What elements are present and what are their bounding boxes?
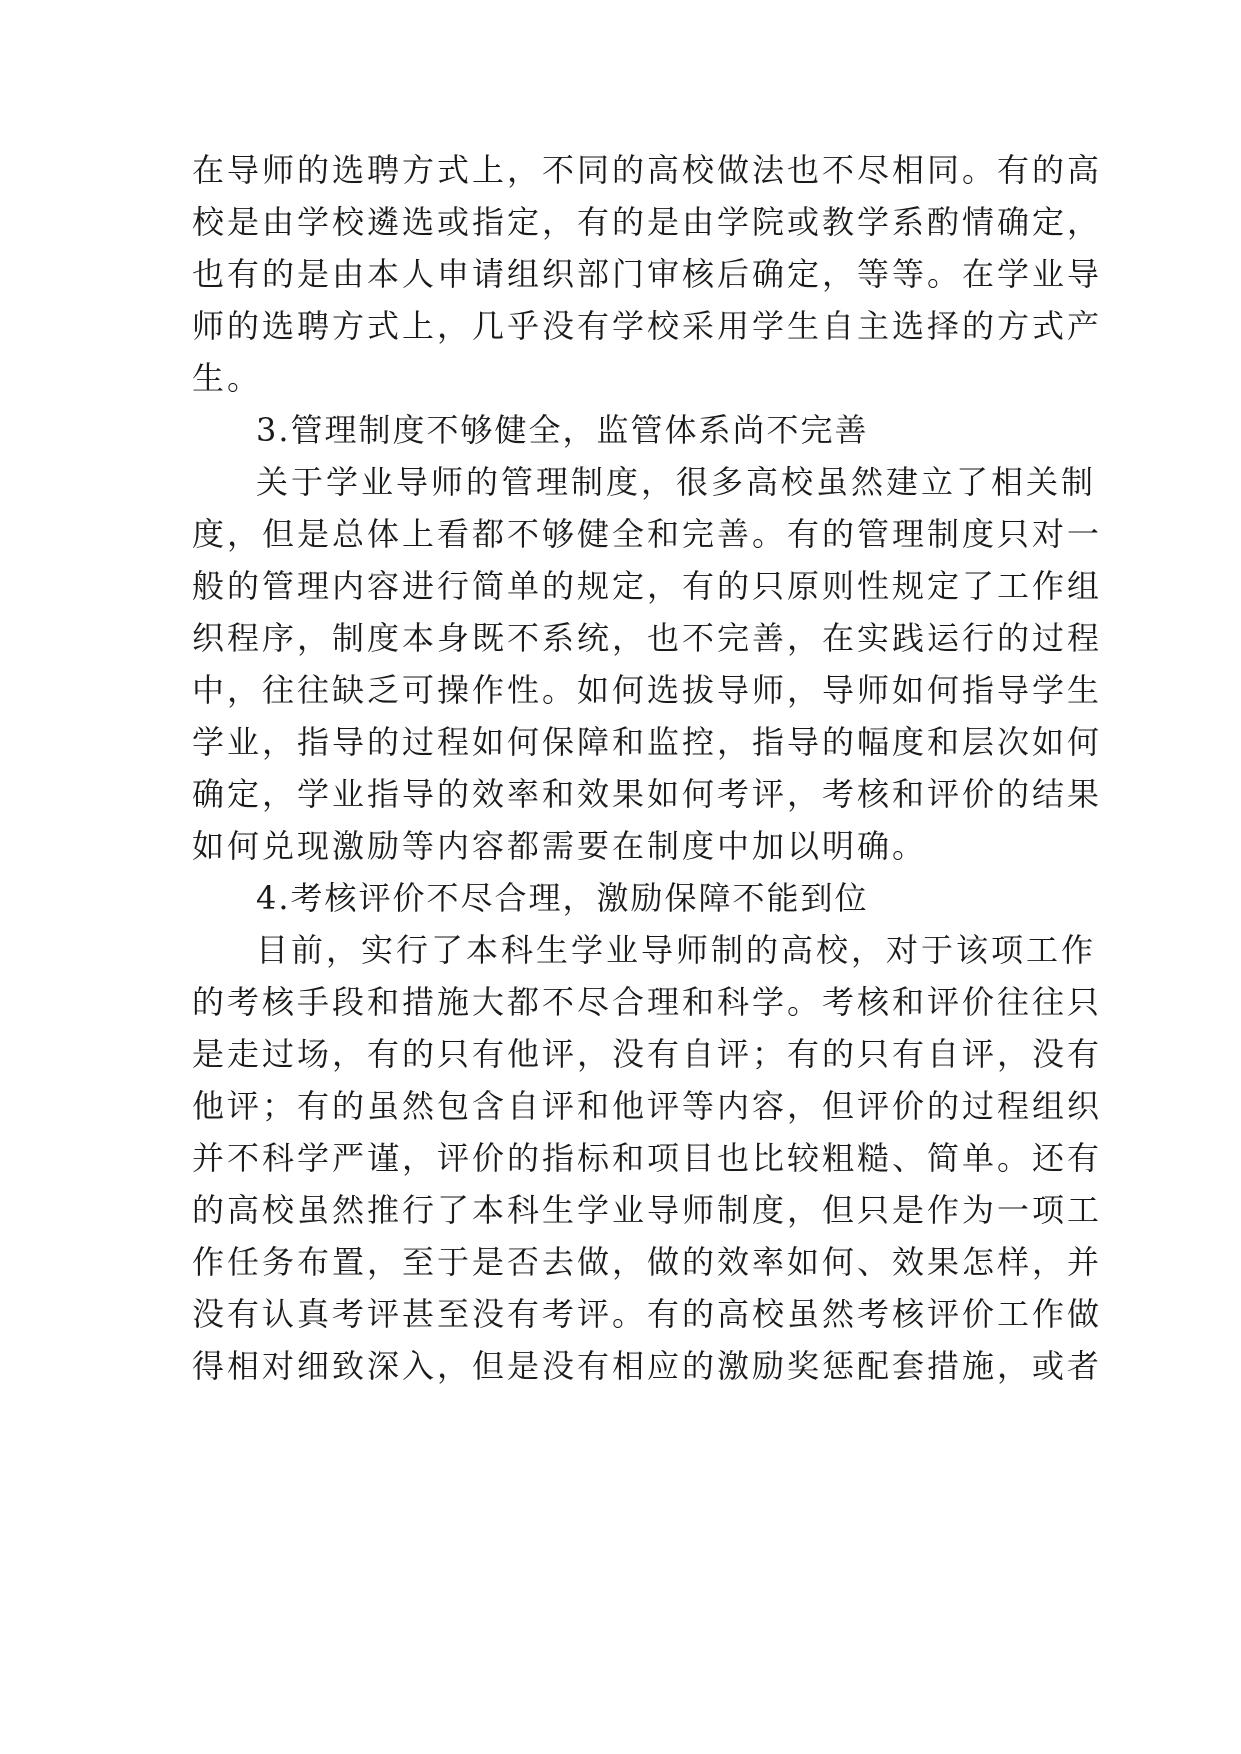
body-text-line: 也有的是由本人申请组织部门审核后确定，等等。在学业导 bbox=[192, 255, 1103, 293]
body-text-line: 的高校虽然推行了本科生学业导师制度，但只是作为一项工 bbox=[192, 1191, 1103, 1229]
section-heading-3: 3.管理制度不够健全，监管体系尚不完善 bbox=[256, 411, 869, 449]
body-text-line: 的考核手段和措施大都不尽合理和科学。考核和评价往往只 bbox=[192, 983, 1103, 1021]
body-text-line: 般的管理内容进行简单的规定，有的只原则性规定了工作组 bbox=[192, 567, 1103, 605]
body-text-line: 是走过场，有的只有他评，没有自评；有的只有自评，没有 bbox=[192, 1035, 1103, 1073]
body-text-line: 度，但是总体上看都不够健全和完善。有的管理制度只对一 bbox=[192, 515, 1103, 553]
body-text-line: 在导师的选聘方式上，不同的高校做法也不尽相同。有的高 bbox=[192, 151, 1103, 189]
body-text-line: 校是由学校遴选或指定，有的是由学院或教学系酌情确定， bbox=[192, 203, 1103, 241]
body-text-line: 师的选聘方式上，几乎没有学校采用学生自主选择的方式产 bbox=[192, 307, 1103, 345]
body-text-line: 确定，学业指导的效率和效果如何考评，考核和评价的结果 bbox=[192, 775, 1103, 813]
section-heading-4: 4.考核评价不尽合理，激励保障不能到位 bbox=[256, 879, 869, 917]
body-text-line: 织程序，制度本身既不系统，也不完善，在实践运行的过程 bbox=[192, 619, 1103, 657]
body-text-line: 目前，实行了本科生学业导师制的高校，对于该项工作 bbox=[256, 931, 1097, 969]
body-text-line: 如何兑现激励等内容都需要在制度中加以明确。 bbox=[192, 827, 928, 865]
body-text-line: 关于学业导师的管理制度，很多高校虽然建立了相关制 bbox=[256, 463, 1097, 501]
body-text-line: 中，往往缺乏可操作性。如何选拔导师，导师如何指导学生 bbox=[192, 671, 1103, 709]
body-text-line: 作任务布置，至于是否去做，做的效率如何、效果怎样，并 bbox=[192, 1243, 1103, 1281]
body-text-line: 并不科学严谨，评价的指标和项目也比较粗糙、简单。还有 bbox=[192, 1139, 1103, 1177]
body-text-line: 得相对细致深入，但是没有相应的激励奖惩配套措施，或者 bbox=[192, 1347, 1103, 1385]
body-text-line: 没有认真考评甚至没有考评。有的高校虽然考核评价工作做 bbox=[192, 1295, 1103, 1333]
body-text-line: 生。 bbox=[192, 359, 263, 397]
body-text-line: 学业，指导的过程如何保障和监控，指导的幅度和层次如何 bbox=[192, 723, 1103, 761]
body-text-line: 他评；有的虽然包含自评和他评等内容，但评价的过程组织 bbox=[192, 1087, 1103, 1125]
